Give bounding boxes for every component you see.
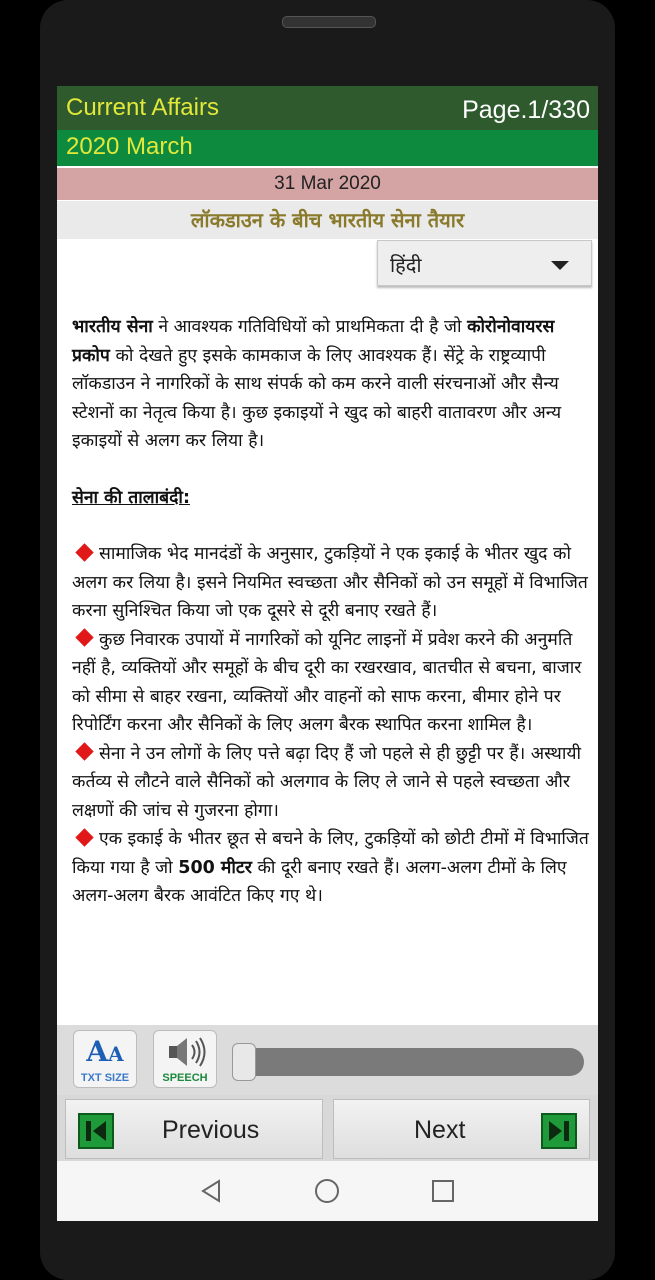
- speech-label: SPEECH: [162, 1072, 208, 1084]
- earpiece-speaker: [282, 16, 376, 28]
- dropdown-arrow-icon: [551, 261, 569, 270]
- speaker-icon: [154, 1035, 216, 1073]
- bullet-item: [72, 740, 592, 826]
- last-bullet-text-1: एक इकाई के भीतर छूत से बचने के लिए, टुकड़ियों को छोटी टीमों में विभाजित किया गया है जो: [72, 829, 589, 878]
- bullet-item: [72, 626, 592, 740]
- month-label: 2020 March: [66, 133, 193, 160]
- prev-icon: [78, 1113, 114, 1149]
- next-label: Next: [414, 1116, 466, 1144]
- speech-progress-track[interactable]: [232, 1048, 584, 1076]
- section-heading: [72, 484, 592, 513]
- language-selected-value: हिंदी: [390, 253, 422, 277]
- language-dropdown[interactable]: [377, 240, 592, 286]
- bullet-text: कुछ निवारक उपायों में नागरिकों को यूनिट लाइनों में प्रवेश करने की अनुमति नहीं है, व्यक्तियों और समूहों के बीच दूरी का रखरखाव, बातचीत से बचना, बाजार को सीमा से बाहर रखना, व्यक्तियों और वाहनों को साफ करना, बीमार होने पर रिपोर्टिंग करना और सैनिकों के लिए अलग बैरक स्थापित करना शामिल है।: [72, 629, 582, 735]
- next-icon: [541, 1113, 577, 1149]
- speech-button[interactable]: [153, 1030, 217, 1088]
- intro-strong-1: भारतीय सेना: [72, 317, 153, 337]
- last-bullet-strong: 500 मीटर: [178, 857, 252, 878]
- text-size-icon: AA: [86, 1035, 124, 1068]
- home-icon[interactable]: [314, 1178, 340, 1208]
- bullet-diamond-icon: [75, 628, 93, 646]
- app-header: [57, 86, 598, 130]
- page-navigation: [57, 1095, 598, 1161]
- bullet-diamond-icon: [75, 543, 93, 561]
- previous-label: Previous: [162, 1116, 260, 1144]
- intro-paragraph: [72, 313, 592, 456]
- bullet-diamond-icon: [75, 742, 93, 760]
- text-size-button[interactable]: [73, 1030, 137, 1088]
- speech-progress-thumb[interactable]: [232, 1043, 256, 1081]
- section-heading-text: सेना की तालाबंदी:: [72, 487, 190, 508]
- intro-strong-2: कोरोनोवायरस प्रकोप: [72, 317, 555, 366]
- bullet-item: [72, 540, 592, 626]
- intro-text-2: को देखते हुए इसके कामकाज के लिए आवश्यक हैं। सेंट्रे के राष्ट्रव्यापी लॉकडाउन ने नागरिकों के साथ संपर्क को कम करने वाली संरचनाओं और सैन्य स्टेशनों का नेतृत्व किया है। कुछ इकाइयों ने खुद को बाहरी वातावरण और अन्य इकाइयों से अलग कर लिया है।: [72, 345, 562, 451]
- text-size-label: TXT SIZE: [80, 1072, 130, 1084]
- app-title: Current Affairs: [66, 94, 219, 121]
- app-screen: [57, 86, 598, 1221]
- next-button[interactable]: [333, 1099, 590, 1159]
- month-header: [57, 130, 598, 166]
- article-date: 31 Mar 2020: [57, 168, 598, 200]
- article-body: [72, 313, 592, 911]
- last-bullet-text-2: की दूरी बनाए रखते हैं। अलग-अलग टीमों के लिए अलग-अलग बैरक आवंटित किए गए थे।: [72, 857, 567, 906]
- system-navigation-bar: [57, 1161, 598, 1221]
- reader-toolbar: [57, 1025, 598, 1095]
- bullet-text: सेना ने उन लोगों के लिए पत्ते बढ़ा दिए हैं जो पहले से ही छुट्टी पर हैं। अस्थायी कर्तव्य से लौटने वाले सैनिकों को अलगाव के लिए ले जाने से पहले स्वच्छता और लक्षणों की जांच से गुजरना होगा।: [72, 743, 582, 821]
- bullet-item: [72, 825, 592, 911]
- bullet-diamond-icon: [75, 828, 93, 846]
- recents-icon[interactable]: [430, 1178, 456, 1208]
- article-title: लॉकडाउन के बीच भारतीय सेना तैयार: [57, 201, 598, 239]
- page-indicator: Page.1/330: [462, 96, 590, 124]
- previous-button[interactable]: [65, 1099, 323, 1159]
- intro-text-1: ने आवश्यक गतिविधियों को प्राथमिकता दी है जो: [152, 317, 468, 337]
- bullet-text: सामाजिक भेद मानदंडों के अनुसार, टुकड़ियों ने एक इकाई के भीतर खुद को अलग कर लिया है। इसने नियमित स्वच्छता और सैनिकों को उन समूहों में विभाजित करना सुनिश्चित किया जो एक दूसरे से दूरी बनाए रखते हैं।: [72, 544, 588, 621]
- back-icon[interactable]: [199, 1178, 225, 1208]
